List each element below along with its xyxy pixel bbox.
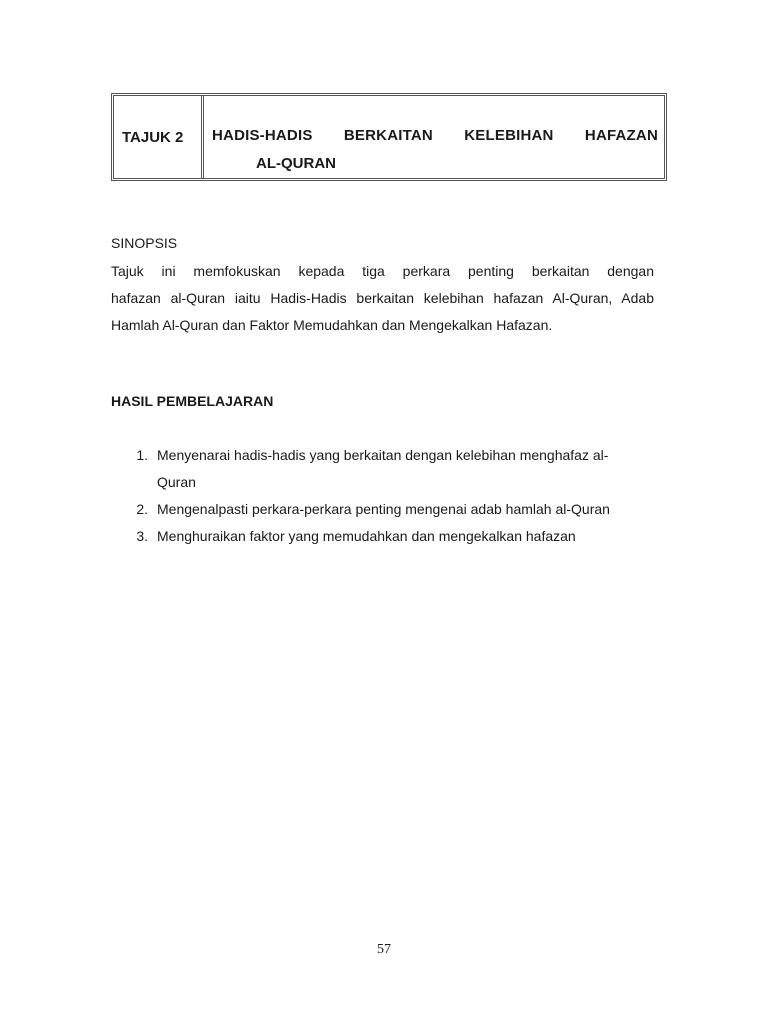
topic-label: TAJUK 2 [122,128,184,146]
list-item [111,523,656,550]
list-item [111,442,656,496]
topic-label-cell [114,96,204,178]
list-item-text-line: Quran [157,474,196,490]
list-item-text: Menghuraikan faktor yang memudahkan dan mengekalkan hafazan [157,528,576,544]
list-item-text: Mengenalpasti perkara-perkara penting mengenai adab hamlah al-Quran [157,501,610,517]
page-number: 57 [377,942,391,957]
list-item-text-line: Menyenarai hadis-hadis yang berkaitan dengan kelebihan menghafaz al- [157,447,609,463]
list-item-text [157,442,656,496]
list-item-number: 2. [136,501,148,517]
synopsis-paragraph [111,258,654,339]
topic-title-line2: AL-QURAN [256,155,336,172]
list-item-number: 3. [136,528,148,544]
synopsis-line: Tajuk ini memfokuskan kepada tiga perkara penting berkaitan dengan [111,263,654,279]
learning-outcomes-list [111,442,656,550]
topic-title-line1: HADIS-HADIS BERKAITAN KELEBIHAN HAFAZAN [212,127,658,144]
synopsis-line: Hamlah Al-Quran dan Faktor Memudahkan dan Mengekalkan Hafazan. [111,317,553,333]
list-item-number: 1. [136,447,148,463]
learning-outcomes-heading: HASIL PEMBELAJARAN [111,393,274,409]
synopsis-line: hafazan al-Quran iaitu Hadis-Hadis berkaitan kelebihan hafazan Al-Quran, Adab [111,290,654,306]
topic-title-cell [204,96,664,178]
list-item [111,496,656,523]
topic-header-box [111,93,667,181]
synopsis-heading: SINOPSIS [111,235,178,251]
